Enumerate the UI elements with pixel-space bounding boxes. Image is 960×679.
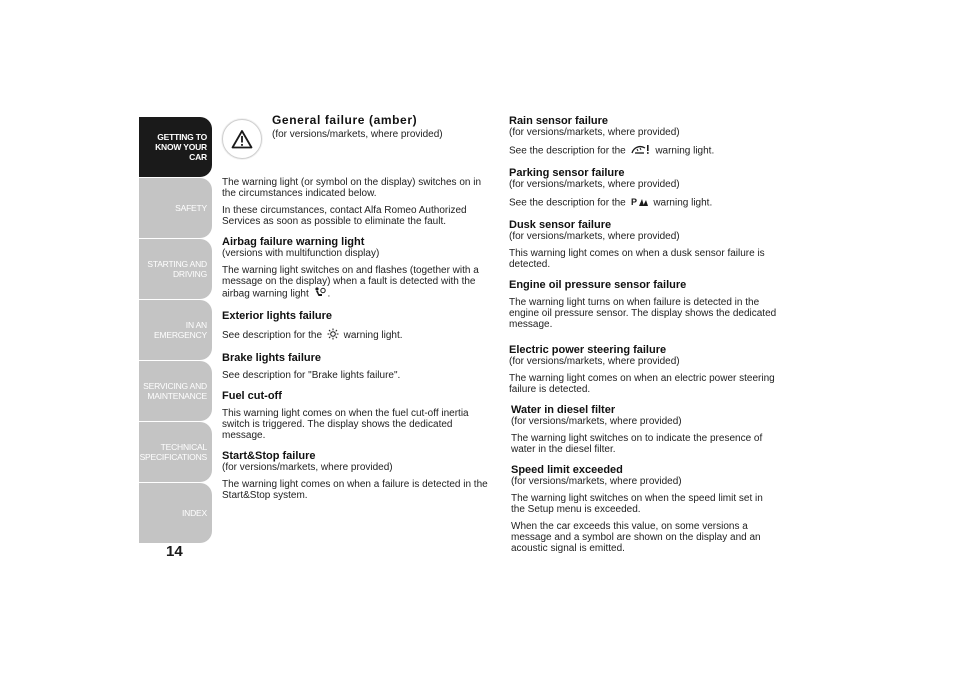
- oil-pressure-section: [509, 279, 779, 330]
- section-title: Fuel cut-off: [222, 390, 282, 402]
- section-title: Dusk sensor failure: [509, 219, 612, 231]
- section-paragraph: This warning light comes on when the fuel cut-off inertia switch is triggered. The display shows the dedicated message.: [222, 408, 469, 441]
- section-paragraph: The warning light comes on when an electric power steering failure is detected.: [509, 373, 775, 395]
- warning-triangle-icon: [222, 119, 262, 159]
- general-failure-header: [222, 115, 492, 177]
- tab-starting-and-driving[interactable]: [139, 239, 212, 299]
- general-failure-paragraph: The warning light (or symbol on the display) switches on in the circumstances indicated below.: [222, 177, 482, 199]
- tab-label-line: DRIVING: [172, 269, 207, 279]
- tab-label-line: KNOW YOUR CAR: [155, 142, 207, 162]
- rain-text: See the description for the: [509, 145, 626, 157]
- parking-text: See the description for the: [509, 197, 626, 209]
- power-steering-section: [509, 344, 779, 395]
- tab-index[interactable]: [139, 483, 212, 543]
- general-failure-title: General failure (amber): [272, 113, 418, 127]
- airbag-text-end: .: [327, 288, 331, 300]
- tab-safety[interactable]: [139, 178, 212, 238]
- tab-label-line: MAINTENANCE: [147, 391, 207, 401]
- section-paragraph: The warning light comes on when a failure is detected in the Start&Stop system.: [222, 479, 488, 501]
- brake-lights-section: [222, 352, 492, 381]
- tab-technical-specifications[interactable]: [139, 422, 212, 482]
- dusk-sensor-section: [509, 219, 779, 270]
- section-paragraph: The warning light turns on when failure is detected in the engine oil pressure sensor. The display shows the dedicated message.: [509, 297, 777, 330]
- section-title: Start&Stop failure: [222, 450, 316, 462]
- left-column: [222, 115, 492, 501]
- parking-text: warning light.: [653, 197, 713, 209]
- airbag-text: The warning light switches on and flashes (together with a message on the display) when a fault is detected with the airbag warning light: [222, 265, 479, 300]
- section-title: Water in diesel filter: [511, 404, 616, 416]
- section-title: Engine oil pressure sensor failure: [509, 279, 687, 291]
- section-title: Airbag failure warning light: [222, 236, 365, 248]
- tab-label-line: SPECIFICATIONS: [139, 452, 207, 462]
- tab-label-line: STARTING AND: [147, 259, 207, 269]
- exterior-text: See description for the: [222, 330, 323, 342]
- section-paragraph: The warning light switches on when the speed limit set in the Setup menu is exceeded.: [511, 493, 763, 515]
- section-subtitle: (for versions/markets, where provided): [509, 179, 680, 190]
- bulb-icon: [327, 328, 339, 343]
- tab-label-line: INDEX: [182, 508, 207, 518]
- exterior-text: warning light.: [343, 330, 403, 342]
- rain-sensor-icon: [631, 144, 651, 158]
- section-paragraph: [222, 328, 492, 343]
- section-paragraph: See description for "Brake lights failure".: [222, 370, 401, 381]
- airbag-section: [222, 236, 492, 301]
- general-failure-subtitle: (for versions/markets, where provided): [272, 129, 443, 140]
- start-stop-section: [222, 450, 492, 501]
- section-paragraph: [509, 196, 779, 210]
- section-subtitle: (for versions/markets, where provided): [511, 416, 682, 427]
- rain-text: warning light.: [655, 145, 715, 157]
- section-paragraph: [222, 265, 492, 301]
- section-subtitle: (versions with multifunction display): [222, 248, 380, 259]
- section-paragraph: [509, 144, 779, 158]
- water-diesel-section: [509, 404, 779, 455]
- tab-label-line: TECHNICAL: [160, 442, 207, 452]
- section-title: Exterior lights failure: [222, 310, 333, 322]
- section-title: Brake lights failure: [222, 352, 322, 364]
- page-number: 14: [166, 543, 183, 560]
- tab-label-line: SERVICING AND: [143, 381, 207, 391]
- general-failure-paragraph: In these circumstances, contact Alfa Romeo Authorized Services as soon as possible to eliminate the fault.: [222, 205, 467, 227]
- parking-sensor-section: [509, 167, 779, 210]
- section-subtitle: (for versions/markets, where provided): [509, 356, 680, 367]
- section-subtitle: (for versions/markets, where provided): [222, 462, 393, 473]
- right-column: [509, 115, 779, 554]
- tab-label-line: SAFETY: [175, 203, 207, 213]
- airbag-icon: [314, 287, 326, 301]
- section-paragraph: When the car exceeds this value, on some versions a message and a symbol are shown on the display and an acoustic signal is emitted.: [511, 521, 761, 554]
- tab-servicing-and-maintenance[interactable]: [139, 361, 212, 421]
- exterior-lights-section: [222, 310, 492, 343]
- tab-label-line: GETTING TO: [157, 132, 207, 142]
- section-subtitle: (for versions/markets, where provided): [509, 231, 680, 242]
- tab-label-line: IN AN EMERGENCY: [154, 320, 207, 340]
- section-paragraph: The warning light switches on to indicate the presence of water in the diesel filter.: [511, 433, 763, 455]
- speed-limit-section: [509, 464, 779, 554]
- fuel-cutoff-section: [222, 390, 492, 441]
- section-subtitle: (for versions/markets, where provided): [509, 127, 680, 138]
- rain-sensor-section: [509, 115, 779, 158]
- section-title: Rain sensor failure: [509, 115, 609, 127]
- section-paragraph: This warning light comes on when a dusk sensor failure is detected.: [509, 248, 765, 270]
- section-title: Speed limit exceeded: [511, 464, 623, 476]
- section-subtitle: (for versions/markets, where provided): [511, 476, 682, 487]
- parking-sensor-icon: [631, 196, 649, 210]
- svg-text:P: P: [630, 197, 637, 207]
- section-title: Electric power steering failure: [509, 344, 667, 356]
- tab-in-an-emergency[interactable]: [139, 300, 212, 360]
- section-title: Parking sensor failure: [509, 167, 625, 179]
- tab-getting-to-know-your-car[interactable]: [139, 117, 212, 177]
